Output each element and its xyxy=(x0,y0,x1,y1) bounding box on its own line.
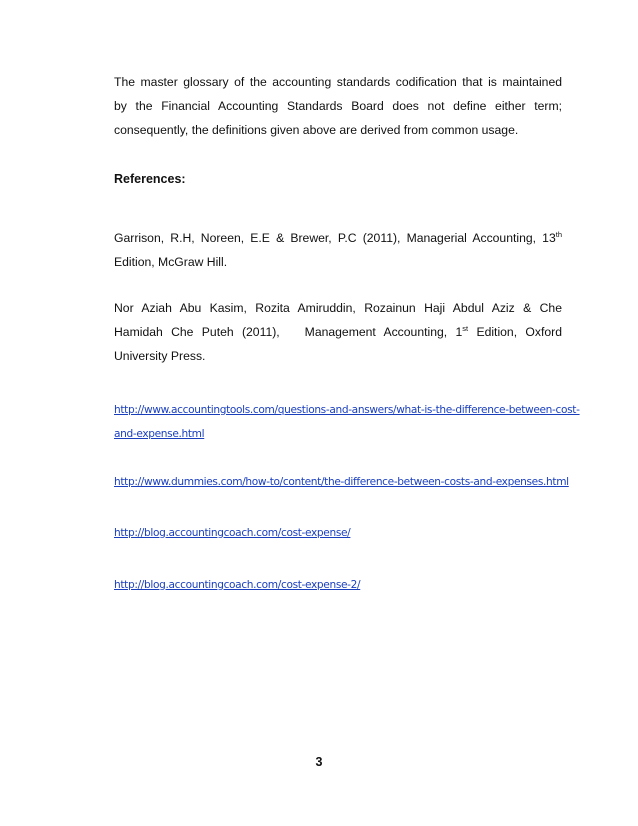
intro-line-1: The master glossary of the accounting standards codification that is maintained xyxy=(114,75,562,89)
reference-kasim-text-rest: Edition, Oxford xyxy=(468,325,562,339)
reference-link-dummies[interactable] xyxy=(114,470,569,494)
reference-kasim-line-1: Nor Aziah Abu Kasim, Rozita Amiruddin, Rozainun Haji Abdul Aziz & Che xyxy=(114,301,562,315)
intro-line-2: by the Financial Accounting Standards Board does not define either term; xyxy=(114,99,562,113)
reference-link-accountingcoach-2-text[interactable]: http://blog.accountingcoach.com/cost-expense-2/ xyxy=(114,579,361,591)
reference-garrison xyxy=(114,226,562,274)
reference-garrison-line-1 xyxy=(114,226,562,250)
reference-garrison-text: Garrison, R.H, Noreen, E.E & Brewer, P.C (2011), Managerial Accounting, 13 xyxy=(114,231,556,245)
page-number: 3 xyxy=(315,755,323,769)
reference-link-accountingtools-line-2[interactable]: and-expense.html xyxy=(114,428,205,440)
reference-link-accountingcoach-1-text[interactable]: http://blog.accountingcoach.com/cost-expense/ xyxy=(114,527,351,539)
reference-link-accountingcoach-1[interactable] xyxy=(114,521,564,545)
reference-link-dummies-text[interactable]: http://www.dummies.com/how-to/content/the-difference-between-costs-and-expenses.html xyxy=(114,476,569,488)
intro-paragraph xyxy=(114,70,562,142)
reference-link-accountingcoach-2[interactable] xyxy=(114,573,564,597)
reference-link-accountingtools-line-1[interactable]: http://www.accountingtools.com/questions-and-answers/what-is-the-difference-between-cost- xyxy=(114,404,580,416)
reference-kasim-superscript: st xyxy=(462,323,469,333)
reference-garrison-superscript: th xyxy=(555,229,562,239)
reference-kasim xyxy=(114,296,562,368)
references-heading: References: xyxy=(114,172,186,186)
reference-kasim-line-3: University Press. xyxy=(114,349,206,363)
reference-kasim-line-2 xyxy=(114,320,562,344)
reference-link-accountingtools[interactable] xyxy=(114,398,580,446)
intro-line-3: consequently, the definitions given above are derived from common usage. xyxy=(114,123,519,137)
reference-kasim-text: Hamidah Che Puteh (2011), Management Accounting, 1 xyxy=(114,325,463,339)
reference-garrison-line-2: Edition, McGraw Hill. xyxy=(114,255,228,269)
